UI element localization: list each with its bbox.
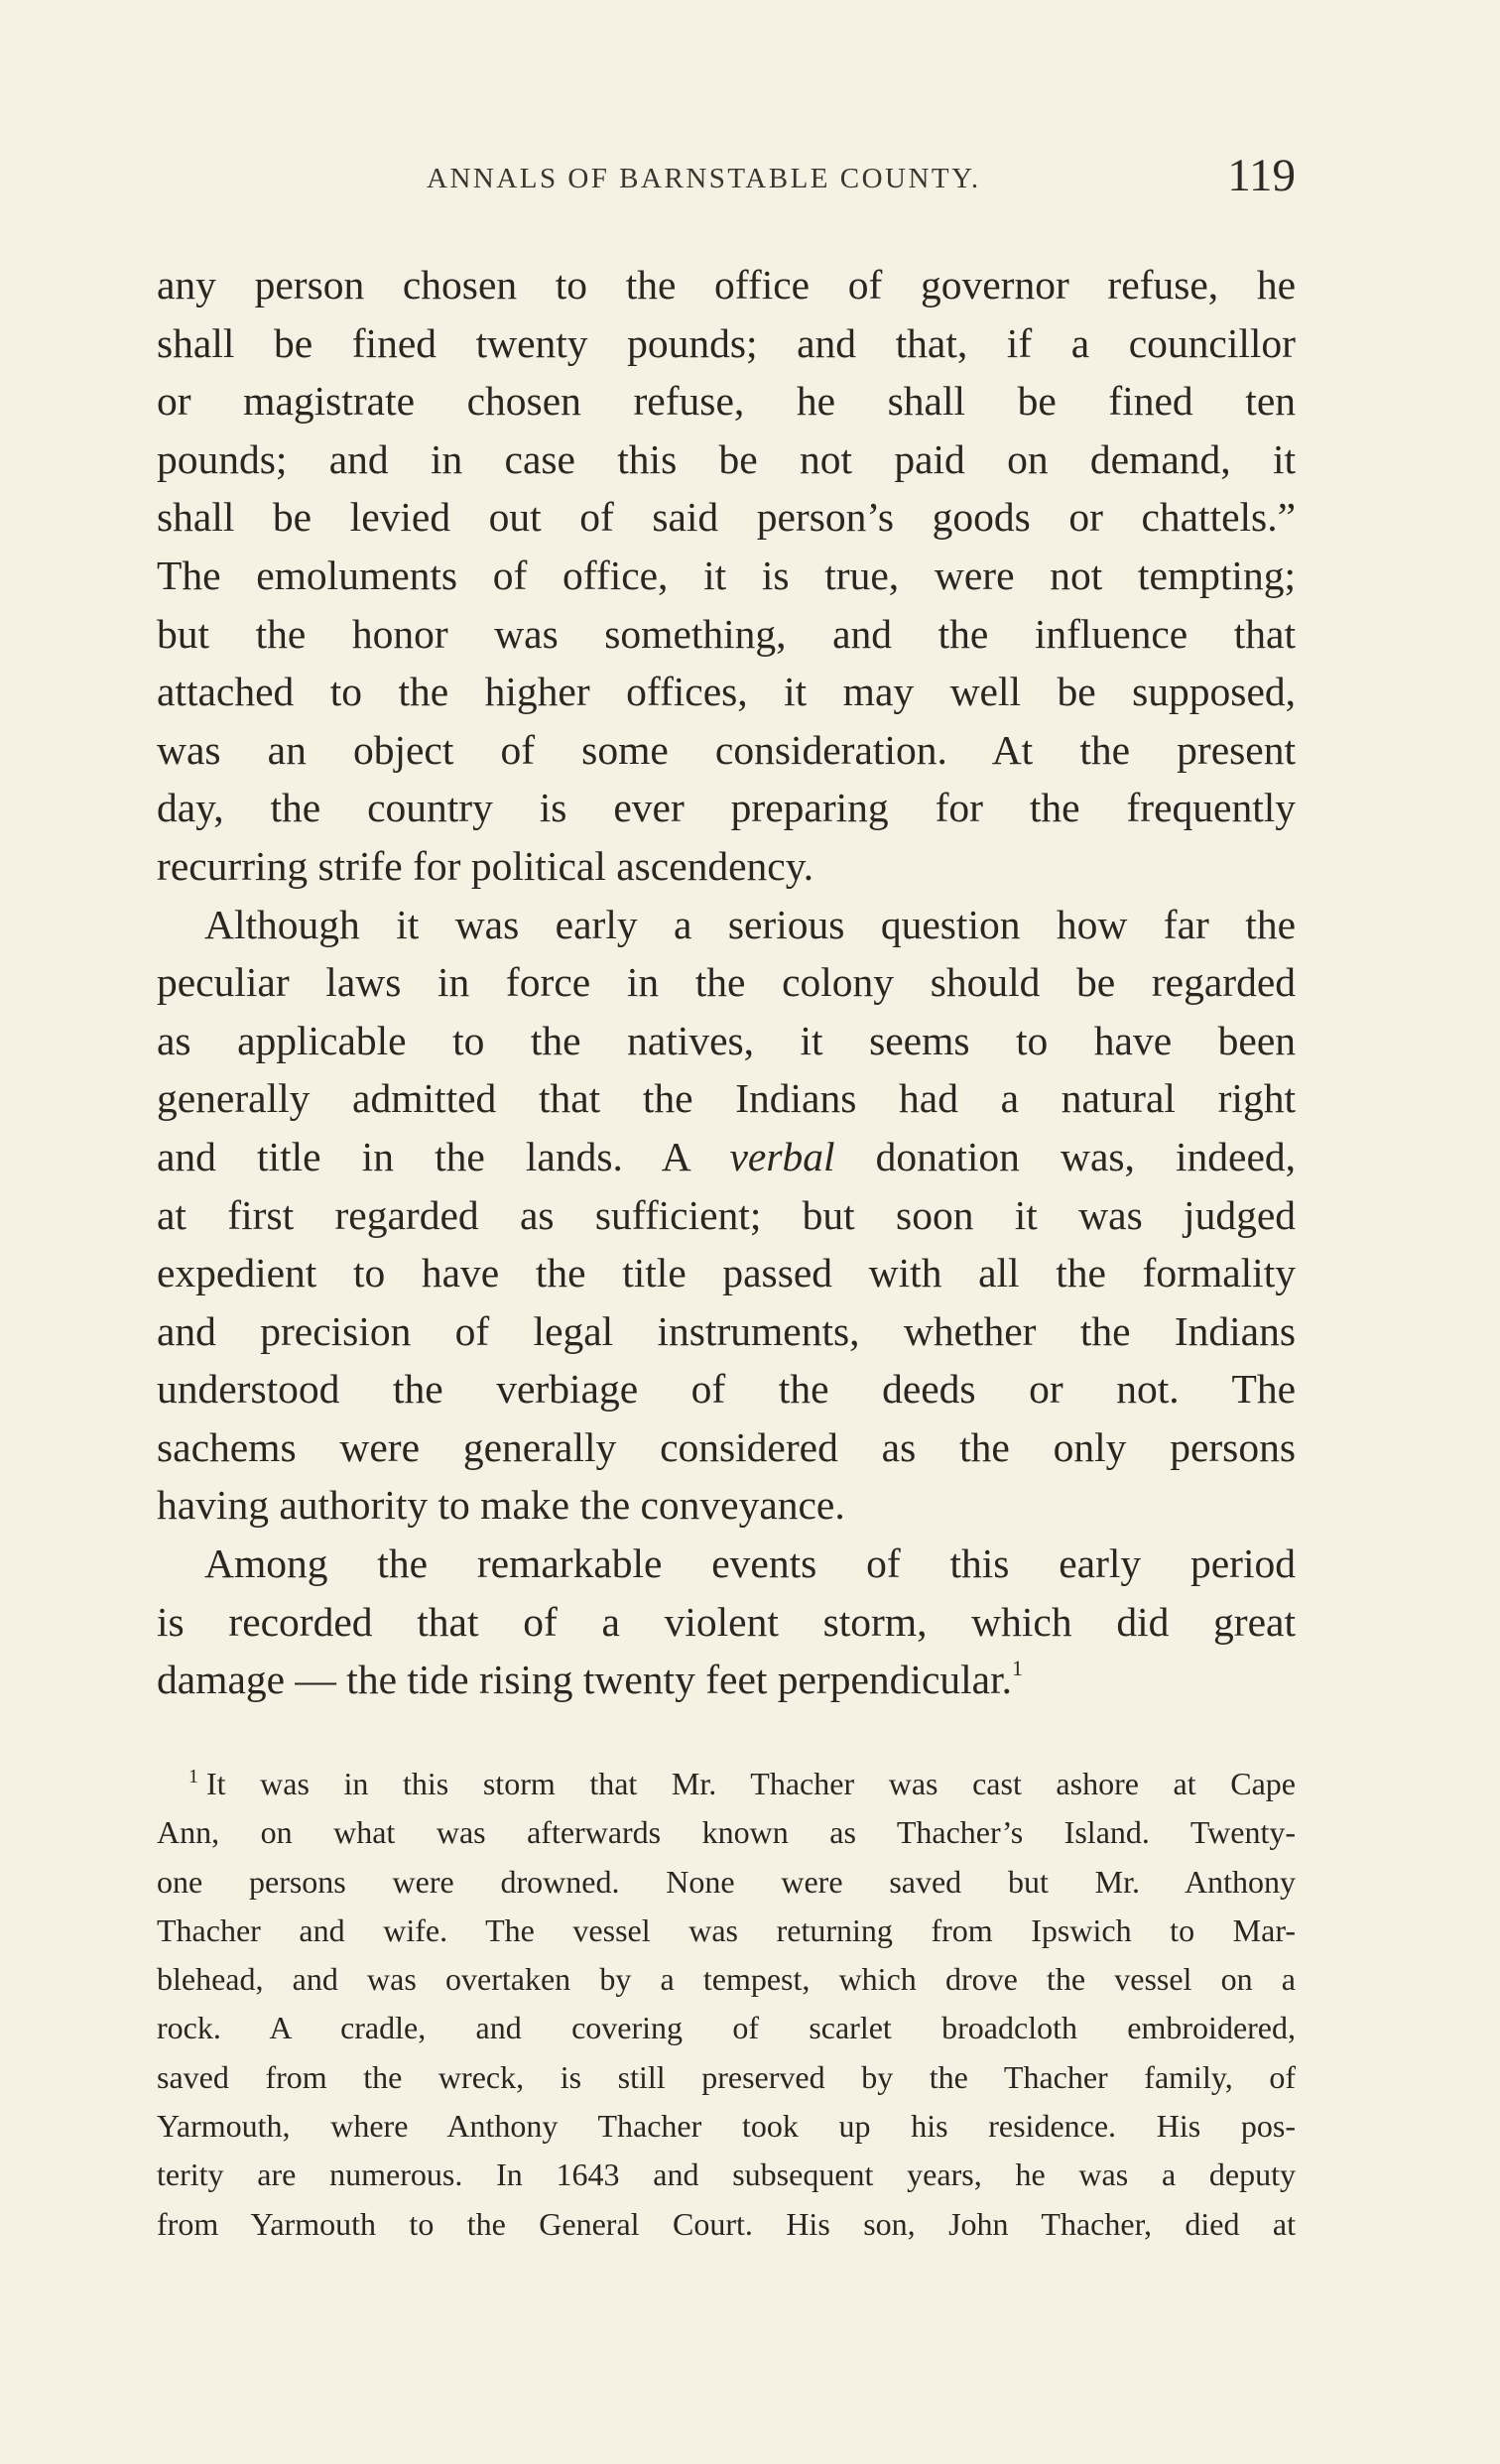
body-line: and precision of legal instruments, whether the Indians [157,1307,1296,1354]
footnote-line: from Yarmouth to the General Court. His son, John Thacher, died at [157,2205,1296,2242]
footnotes [157,1760,1296,2249]
page-number: 119 [1227,150,1296,201]
body-line: understood the verbiage of the deeds or not. The [157,1366,1296,1413]
footnote-line: Ann, on what was afterwards known as Thacher’s Island. Twenty- [157,1814,1296,1851]
body-line: The emoluments of office, it is true, were not tempting; [157,552,1296,598]
footnote-marker: 1 [188,1766,198,1787]
body-line: peculiar laws in force in the colony should be regarded [157,959,1296,1006]
body-line: or magistrate chosen refuse, he shall be fined ten [157,378,1296,425]
body-line: as applicable to the natives, it seems to have been [157,1017,1296,1063]
body-line: was an object of some consideration. At the present [157,726,1296,773]
body-text [157,256,1296,1709]
running-title: ANNALS OF BARNSTABLE COUNTY. [427,163,981,194]
body-line-segment: and title in the lands. [157,1133,623,1179]
footnote-reference: 1 [1011,1656,1023,1681]
body-line: any person chosen to the office of governor refuse, he [157,262,1296,308]
body-line: shall be fined twenty pounds; and that, if a councillor [157,319,1296,366]
body-line: recurring strife for political ascendency. [157,842,814,889]
footnote-line: terity are numerous. In 1643 and subsequent years, he was a deputy [157,2156,1296,2193]
footnote-line [157,1760,1296,1808]
body-line: is recorded that of a violent storm, which did great [157,1598,1296,1645]
footnote-line: rock. A cradle, and covering of scarlet broadcloth embroidered, [157,2010,1296,2046]
footnote-line: Yarmouth, where Anthony Thacher took up his residence. His pos- [157,2108,1296,2145]
italic-word: verbal [729,1133,835,1179]
body-line: expedient to have the title passed with all the formality [157,1250,1296,1296]
body-line: having authority to make the conveyance. [157,1482,845,1529]
footnote-line: Thacher and wife. The vessel was returning from Ipswich to Mar- [157,1911,1296,1948]
body-line: but the honor was something, and the influence that [157,610,1296,657]
body-line [157,1651,1296,1709]
body-line: Among the remarkable events of this early period [204,1540,1296,1587]
body-line: shall be levied out of said person’s goods or chattels.” [157,494,1296,541]
footnote-line: blehead, and was overtaken by a tempest, which drove the vessel on a [157,1961,1296,1998]
body-line-segment: A [661,1133,689,1179]
body-line-segment: donation was, indeed, [875,1133,1296,1179]
body-line-with-italic [157,1128,1296,1186]
body-line-text: damage — the tide rising twenty feet perpendicular. [157,1657,1012,1703]
body-line: Although it was early a serious question how far the [204,901,1296,947]
body-line: pounds; and in case this be not paid on demand, it [157,435,1296,482]
body-line: at first regarded as sufficient; but soon it was judged [157,1191,1296,1238]
running-head [157,149,1296,208]
footnote-line: saved from the wreck, is still preserved by the Thacher family, of [157,2058,1296,2095]
body-line: day, the country is ever preparing for the frequently [157,785,1296,831]
body-line: generally admitted that the Indians had a natural right [157,1075,1296,1122]
footnote-line: one persons were drowned. None were saved but Mr. Anthony [157,1863,1296,1900]
body-line: attached to the higher offices, it may well be supposed, [157,669,1296,715]
body-line: sachems were generally considered as the only persons [157,1423,1296,1470]
footnote-line-text: It was in this storm that Mr. Thacher was cast ashore at Cape [206,1766,1296,1801]
